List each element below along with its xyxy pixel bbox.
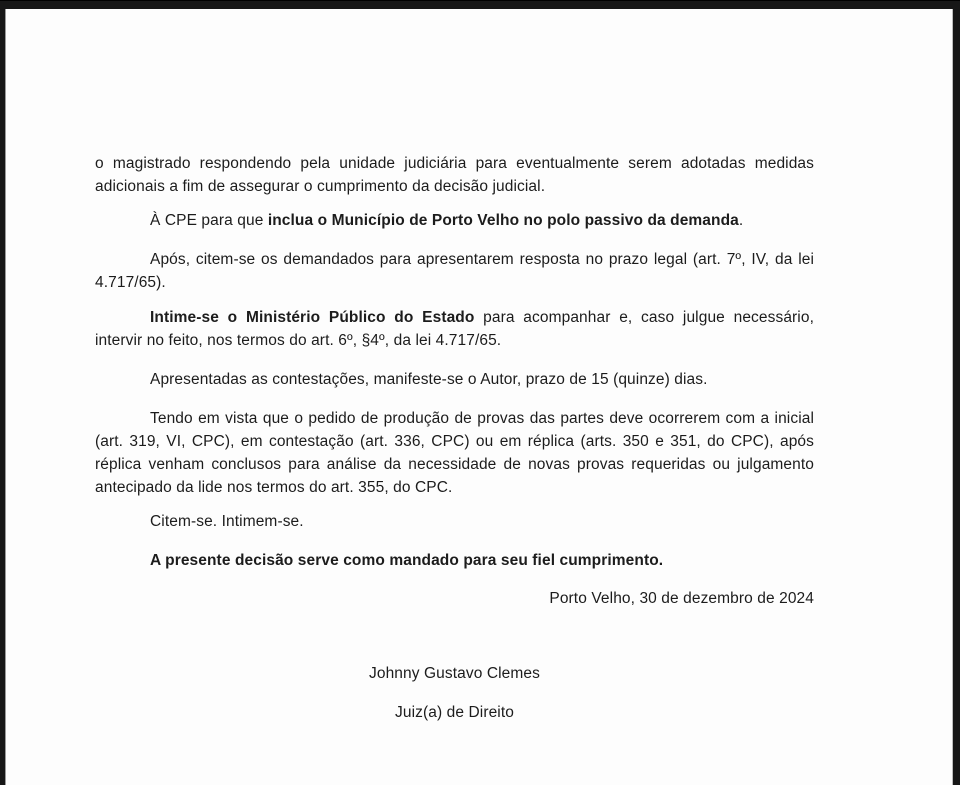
paragraph-citem-se: Citem-se. Intimem-se. xyxy=(150,513,304,530)
document-page xyxy=(5,9,953,785)
paragraph-continuation: o magistrado respondendo pela unidade judiciária para eventualmente serem adotadas medidas adicionais a fim de assegurar o cumprimento da decisão judicial. xyxy=(95,155,814,195)
paragraph-mandado: A presente decisão serve como mandado para seu fiel cumprimento. xyxy=(150,552,664,569)
signature-name: Johnny Gustavo Clemes xyxy=(369,665,540,682)
dateline: Porto Velho, 30 de dezembro de 2024 xyxy=(549,590,814,607)
paragraph-citacao: Após, citem-se os demandados para apresentarem resposta no prazo legal (art. 7º, IV, da lei 4.717/65). xyxy=(95,251,814,291)
text-segment: para acompanhar e, caso julgue necessário, intervir no feito, nos termos do art. 6º, §4º, da lei 4.717/65. xyxy=(95,309,814,349)
left-black-border xyxy=(0,0,5,785)
right-black-border xyxy=(953,0,960,785)
text-segment: . xyxy=(738,212,744,229)
text-segment-bold: inclua o Município de Porto Velho no polo passivo da demanda xyxy=(267,212,739,229)
paragraph-provas: Tendo em vista que o pedido de produção de provas das partes deve ocorrerem com a inicial (art. 319, VI, CPC), em contestação (art. 336, CPC) ou em réplica (arts. 350 e 351, do CPC), após réplica venham conclusos para análise da necessidade de novas provas requeridas ou julgamento antecipado da lide nos termos do art. 355, do CPC. xyxy=(95,410,814,496)
paragraph-cpe xyxy=(95,209,814,232)
paragraph-ministerio-publico xyxy=(95,306,814,352)
top-black-bar xyxy=(0,0,960,9)
paragraph-contestacoes: Apresentadas as contestações, manifeste-se o Autor, prazo de 15 (quinze) dias. xyxy=(150,371,708,388)
signature-role: Juiz(a) de Direito xyxy=(395,704,514,721)
text-segment-bold: Intime-se o Ministério Público do Estado xyxy=(150,309,475,326)
text-segment: À CPE para que xyxy=(150,212,268,229)
